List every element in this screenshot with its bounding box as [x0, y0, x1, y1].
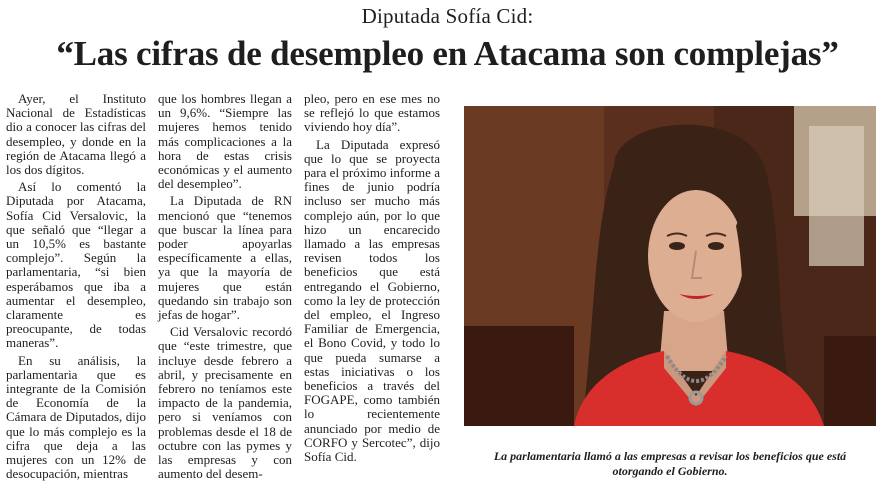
photo-caption: La parlamentaria llamó a las empresas a revisar los beneficios que está otorgando el Gobierno. [493, 449, 847, 478]
article-column-1 [6, 92, 146, 484]
portrait-illustration [464, 106, 876, 426]
article-column-3 [304, 92, 440, 467]
portrait-photo [464, 106, 876, 426]
paragraph: En su análisis, la parlamentaria que es integrante de la Comisión de Economía de la Cámara de Diputados, dijo que lo más complejo es la cifra que deja a las mujeres con un 12% de desocupación, mientras [6, 352, 146, 482]
paragraph: La Diputada expresó que lo que se proyecta para el próximo informe a fines de junio podría incluso ser mucho más complejo aún, por lo que hizo un encarecido llamado a las empresas revisen todos los beneficios que está entregando el Gobierno, como la ley de protección del empleo, el Ingreso Familiar de Emergencia, el Bono Covid, y todo lo que pueda sumarse a estas iniciativas o los beneficios a través del FOGAPE, como también lo recientemente anunciado por medio de CORFO y Sercotec”, dijo Sofía Cid. [304, 136, 440, 465]
article-kicker: Diputada Sofía Cid: [361, 4, 534, 28]
paragraph: Ayer, el Instituto Nacional de Estadísticas dio a conocer las cifras del desempleo, y donde en la región de Atacama llegó a los dos dígitos. [6, 91, 146, 178]
article-headline: “Las cifras de desempleo en Atacama son complejas” [56, 34, 839, 73]
paragraph: pleo, pero en ese mes no se reflejó lo que estamos viviendo hoy día”. [304, 91, 440, 135]
article-column-2 [158, 92, 292, 484]
paragraph: que los hombres llegan a un 9,6%. “Siempre las mujeres hemos tenido más complicaciones a la hora de estas crisis económicas y el aumento del desempleo”. [158, 91, 292, 192]
paragraph: Así lo comentó la Diputada por Atacama, Sofía Cid Versalovic, la que señaló que “llegar a un 10,5% es bastante complejo”. Según la parlamentaria, “si bien esperábamos que iba a aumentar el desempleo, claramente es preocupante, de todas maneras”. [6, 179, 146, 351]
paragraph: Cid Versalovic recordó que “este trimestre, que incluye desde febrero a abril, y precisamente en febrero no teníamos este impacto de la pandemia, pero si veníamos con problemas desde el 18 de octubre con las pymes y las empresas y con aumento del desem- [158, 324, 292, 482]
paragraph: La Diputada de RN mencionó que “tenemos que buscar la línea para poder apoyarlas específicamente a ellas, ya que la mayoría de mujeres que están quedando sin trabajo son jefas de hogar”. [158, 193, 292, 323]
